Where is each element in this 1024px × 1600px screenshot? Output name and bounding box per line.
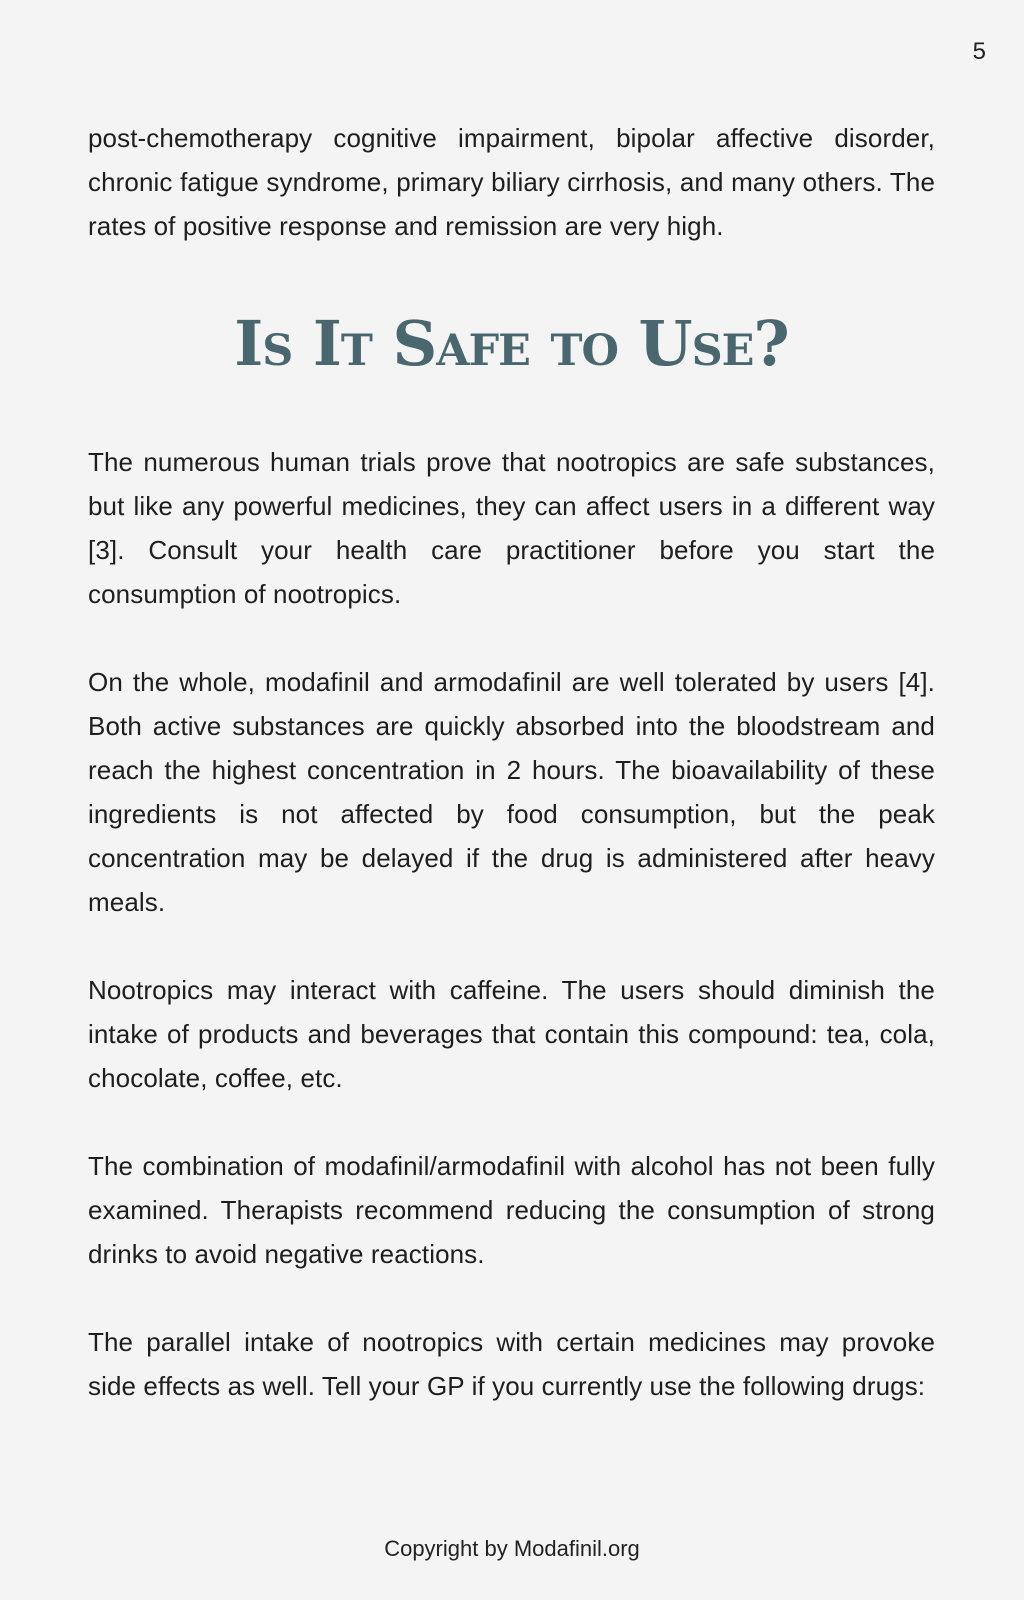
paragraph-tolerance: On the whole, modafinil and armodafinil are well tolerated by users [4]. Both active substances are quickly absorbed into the bloodstream and reach the highest concentration in 2 hours. The bioavailability of these ingredients is not affected by food consumption, but the peak concentration may be delayed if the drug is administered after heavy meals.	[88, 667, 935, 917]
page-number: 5	[972, 38, 986, 65]
copyright-footer: Copyright by Modafinil.org	[384, 1536, 640, 1561]
section-title: Is It Safe to Use?	[234, 307, 789, 380]
paragraph-drug-interactions: The parallel intake of nootropics with certain medicines may provoke side effects as well. Tell your GP if you currently use the following drugs:	[88, 1327, 935, 1401]
paragraph-caffeine: Nootropics may interact with caffeine. The users should diminish the intake of products and beverages that contain this compound: tea, cola, chocolate, coffee, etc.	[88, 975, 935, 1093]
intro-paragraph: post-chemotherapy cognitive impairment, bipolar affective disorder, chronic fatigue syndrome, primary biliary cirrhosis, and many others. The rates of positive response and remission are very high.	[88, 123, 935, 241]
paragraph-alcohol: The combination of modafinil/armodafinil with alcohol has not been fully examined. Therapists recommend reducing the consumption of strong drinks to avoid negative reactions.	[88, 1151, 935, 1269]
paragraph-safety-trials: The numerous human trials prove that nootropics are safe substances, but like any powerful medicines, they can affect users in a different way [3]. Consult your health care practitioner before you start the consumption of nootropics.	[88, 447, 935, 609]
document-body	[88, 116, 935, 1408]
